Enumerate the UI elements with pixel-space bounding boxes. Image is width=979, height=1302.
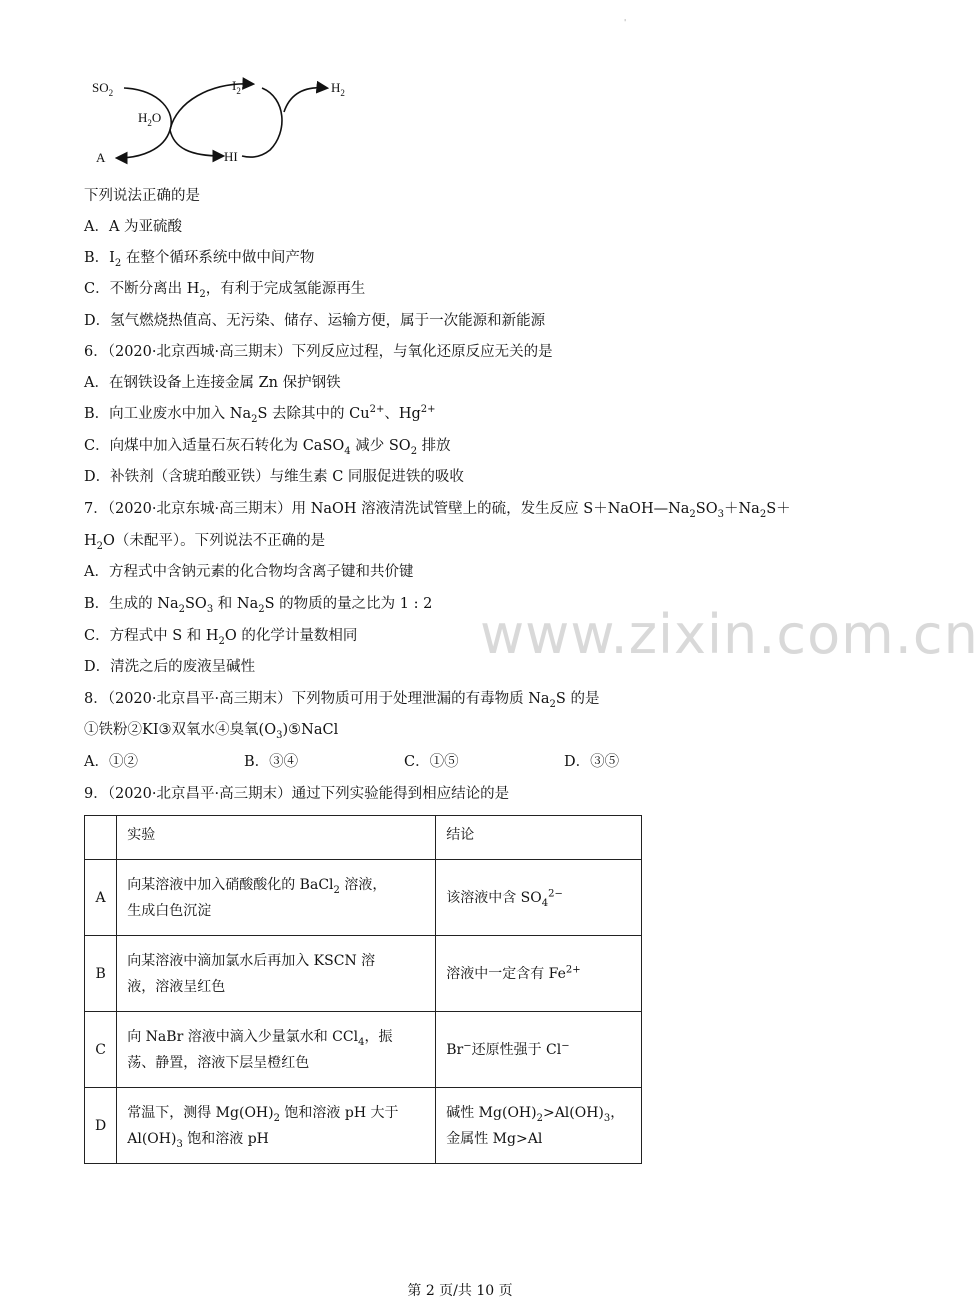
h2-arrow xyxy=(284,88,326,112)
q5-stem: 下列说法正确的是 xyxy=(84,188,200,204)
header-conclusion: 结论 xyxy=(436,816,642,860)
q6-option-b: B．向工业废水中加入 $Na_2S$ 去除其中的 $Cu^{2+}$、$Hg^{2+}$ xyxy=(84,404,436,425)
q6-option-c: C．向煤中加入适量石灰石转化为 CaSO$_4$ 减少 $SO_2$ 排放 xyxy=(84,438,451,457)
page-mark: ' xyxy=(624,18,627,27)
q5-option-d: D．氢气燃烧热值高、无污染、储存、运输方便，属于一次能源和新能源 xyxy=(84,313,546,329)
reaction-cycle-diagram xyxy=(90,72,360,172)
page-footer: 第 2 页/共 10 页 xyxy=(407,1283,513,1299)
row-b-experiment: 向某溶液中滴加氯水后再加入 KSCN 溶 液，溶液呈红色 xyxy=(117,936,436,1012)
row-d-experiment: 常温下，测得 $Mg(OH)_2$ 饱和溶液 pH 大于 $Al(OH)_3$ 饱和溶液 pH xyxy=(117,1088,436,1164)
watermark: www.zixin.com.cn xyxy=(480,603,979,666)
h2o-label: $H_2O$ xyxy=(138,110,162,128)
header-experiment: 实验 xyxy=(117,816,436,860)
table-row xyxy=(85,1012,642,1088)
a-label: A xyxy=(96,150,106,165)
q6-option-a: A．在钢铁设备上连接金属 Zn 保护钢铁 xyxy=(84,375,341,391)
q8-option-c: C．①⑤ xyxy=(404,754,459,770)
q7-stem-line1: 7．（2020·北京东城·高三期末）用 NaOH 溶液清洗试管壁上的硫，发生反应 $S+NaOH—Na_2SO_3+Na_2S+$ xyxy=(84,501,791,520)
row-a-conclusion: 该溶液中含 $SO_4^{2-}$ xyxy=(436,860,642,936)
q7-stem-line2: $H_2O$（未配平）。下列说法不正确的是 xyxy=(84,533,326,552)
i2-label: $I_2$ xyxy=(232,78,241,96)
q6-stem: 6．（2020·北京西城·高三期末）下列反应过程，与氧化还原反应无关的是 xyxy=(84,344,553,360)
table-header-row xyxy=(85,816,642,860)
q8-items: ①铁粉②KI③双氧水④臭氧$(O_3)⑤NaCl$ xyxy=(84,722,339,741)
q8-option-d: D．③⑤ xyxy=(564,754,620,770)
h2-label: $H_2$ xyxy=(331,80,345,98)
q7-option-a: A．方程式中含钠元素的化合物均含离子键和共价键 xyxy=(84,564,414,580)
loop-lower xyxy=(170,130,222,156)
row-label-c: C xyxy=(85,1012,117,1088)
hi-label: HI xyxy=(224,149,238,164)
q5-option-a: A．A 为亚硫酸 xyxy=(84,219,183,235)
table-row xyxy=(85,860,642,936)
experiment-table xyxy=(84,815,642,1164)
loop-right xyxy=(242,88,282,157)
q7-option-b: B．生成的 $Na_2SO_3$ 和 $Na_2S$ 的物质的量之比为 1 : 2 xyxy=(84,596,433,615)
q8-stem: 8．（2020·北京昌平·高三期末）下列物质可用于处理泄漏的有毒物质 $Na_2S$ 的是 xyxy=(84,691,600,710)
q7-option-d: D．清洗之后的废液呈碱性 xyxy=(84,659,256,675)
q5-option-b: B．$I_2$ 在整个循环系统中做中间产物 xyxy=(84,250,315,269)
table-row xyxy=(85,936,642,1012)
row-label-a: A xyxy=(85,860,117,936)
so2-label: $SO_2$ xyxy=(92,80,114,98)
q5-option-c: C．不断分离出 $H_2$，有利于完成氢能源再生 xyxy=(84,281,366,300)
q6-option-d: D．补铁剂（含琥珀酸亚铁）与维生素 C 同服促进铁的吸收 xyxy=(84,469,464,485)
header-blank-cell xyxy=(85,816,117,860)
q9-stem: 9．（2020·北京昌平·高三期末）通过下列实验能得到相应结论的是 xyxy=(84,786,510,802)
row-a-experiment: 向某溶液中加入硝酸酸化的 BaCl$_2$ 溶液， 生成白色沉淀 xyxy=(117,860,436,936)
q7-option-c: C．方程式中 S 和 $H_2O$ 的化学计量数相同 xyxy=(84,628,358,647)
row-label-d: D xyxy=(85,1088,117,1164)
row-c-experiment: 向 NaBr 溶液中滴入少量氯水和 CCl$_4$，振 荡、静置，溶液下层呈橙红色 xyxy=(117,1012,436,1088)
row-c-conclusion: Br−还原性强于 Cl− xyxy=(436,1012,642,1088)
row-d-conclusion: 碱性 $Mg(OH)_2>Al(OH)_3$， 金属性 Mg>Al xyxy=(436,1088,642,1164)
q8-option-a: A．①② xyxy=(84,754,138,770)
table-row xyxy=(85,1088,642,1164)
row-label-b: B xyxy=(85,936,117,1012)
q8-option-b: B．③④ xyxy=(244,754,299,770)
row-b-conclusion: 溶液中一定含有 $Fe^{2+}$ xyxy=(436,936,642,1012)
